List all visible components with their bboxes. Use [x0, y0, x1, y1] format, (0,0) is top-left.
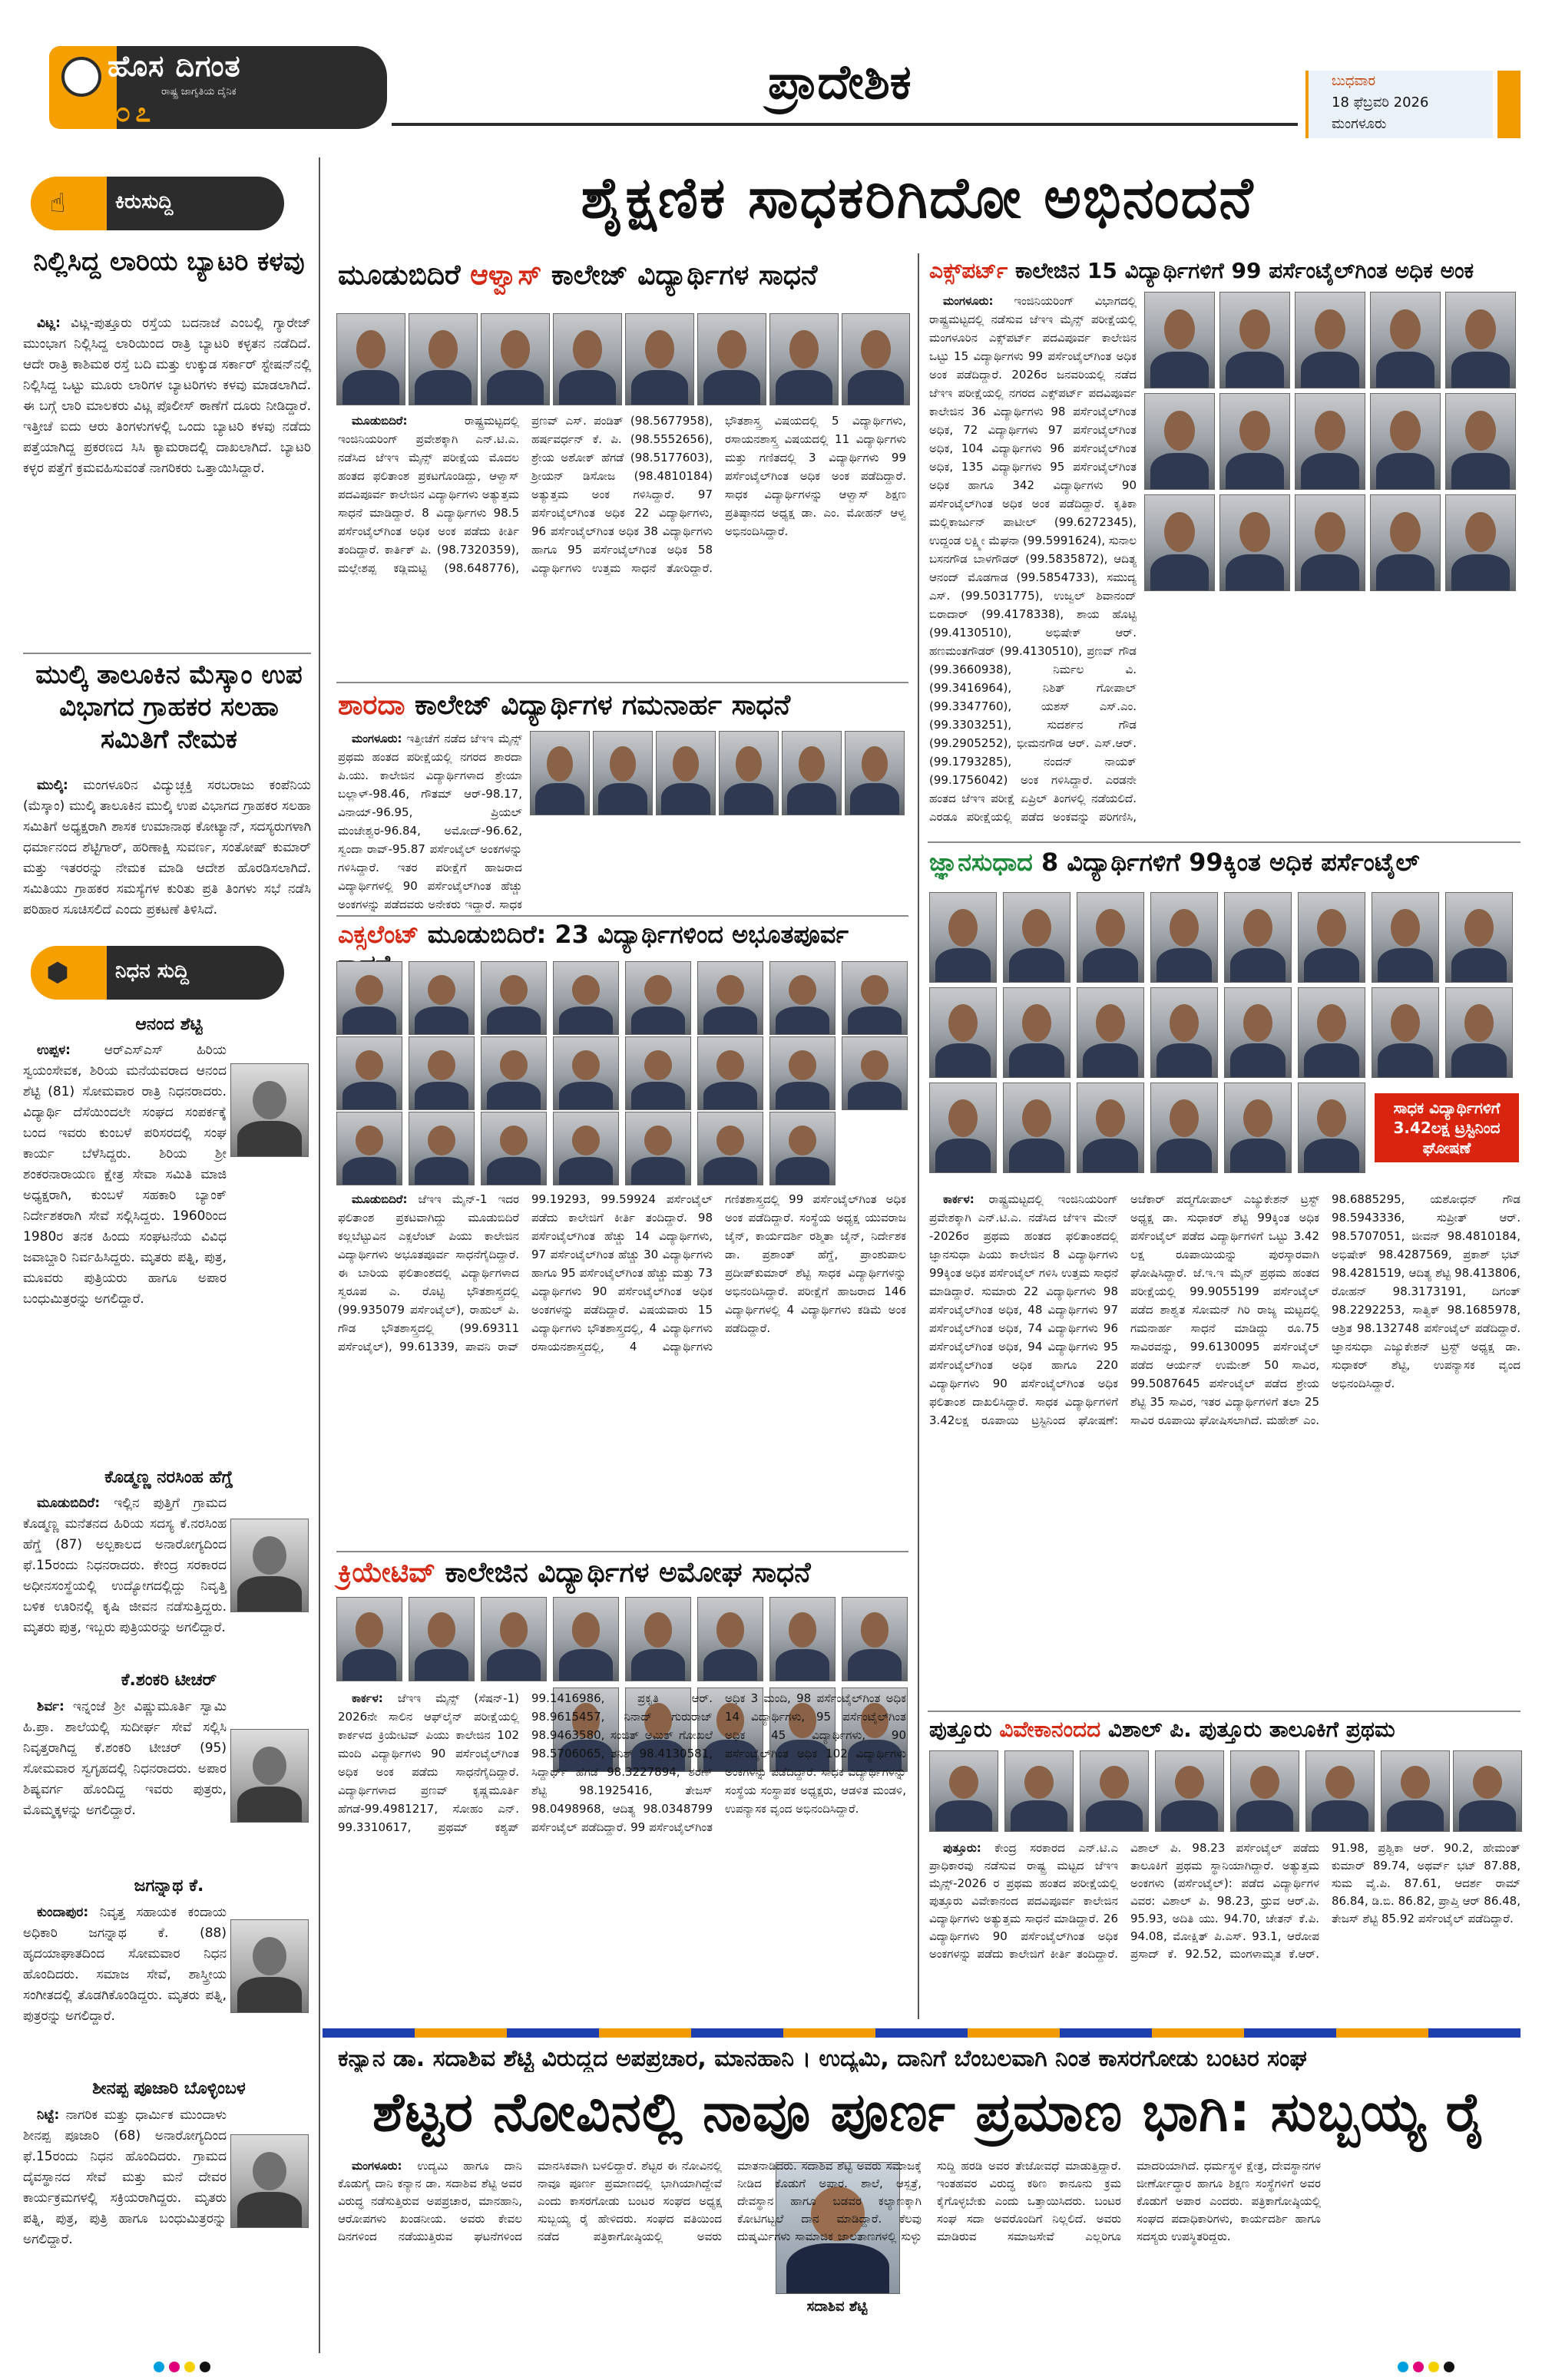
student-photo	[409, 1036, 475, 1110]
student-photo	[697, 961, 763, 1035]
jnanasudha-head-name: ಜ್ಞಾನಸುಧಾದ	[929, 848, 1033, 877]
student-photo	[625, 1036, 691, 1110]
student-photo	[842, 1597, 908, 1681]
student-photo	[929, 1083, 997, 1173]
sidebar-divider	[23, 653, 311, 654]
student-photo	[769, 313, 839, 405]
sharada-text: ಇತ್ತೀಚೆಗೆ ನಡೆದ ಜೆಇಇ ಮೈನ್ಸ್ ಪ್ರಥಮ ಹಂತದ ಪರೀಕ್ಷೆಯಲ್ಲಿ ನಗರದ ಶಾರದಾ ಪಿ.ಯು. ಕಾಲೇಜಿನ ವಿದ್ಯಾರ್ಥಿಗಳಾದ ಶ್ರೇಯಾ ಬಲ್ಲಾಳ್-98.46, ಗೌತಮ್ ಆರ್-98.17, ವಿನಾಯ್-96.95, ಪ್ರಿಯಲ್ ಮಂಜೇಶ್ವರ-96.84, ಅಮೋದ್-96.62, ಸ್ವಂದಾ ರಾವ್-95.87 ಪರ್ಸೆಂಟೈಲ್ ಅಂಕಗಳನ್ನು ಗಳಿಸಿದ್ದಾರೆ. ಇತರ ಪರೀಕ್ಷೆಗೆ ಹಾಜರಾದ ವಿದ್ಯಾರ್ಥಿಗಳಲ್ಲಿ 90 ಪರ್ಸೆಂಟೈಲ್‌ಗಿಂತ ಹೆಚ್ಚು ಅಂಕಗಳನ್ನು ಪಡೆದವರು ಅನೇಕರು ಇದ್ದಾರೆ. ಸಾಧಕ	[338, 732, 522, 911]
date-box	[1305, 71, 1493, 138]
registration-mark	[1444, 2362, 1454, 2372]
alvas-lead: ಮೂಡುಬಿದಿರೆ:	[352, 414, 408, 428]
student-photo	[1003, 892, 1070, 983]
sharada-photos	[530, 731, 906, 814]
student-photo	[697, 1112, 763, 1185]
alvas-headline	[338, 259, 906, 292]
obit-text: ನಾಗರಿಕ ಮತ್ತು ಧಾರ್ಮಿಕ ಮುಂದಾಳು ಶೀನಪ್ಪ ಪೂಜಾರಿ (68) ಅನಾರೋಗ್ಯದಿಂದ ಫೆ.15ರಂದು ನಿಧನ ಹೊಂದಿದರು. ಗ್ರಾಮದ ದೈವಸ್ಥಾನದ ಸೇವೆ ಮತ್ತು ಮನೆ ದೇವರ ಕಾರ್ಯಕ್ರಮಗಳಲ್ಲಿ ಸಕ್ರಿಯರಾಗಿದ್ದರು. ಮೃತರು ಪತ್ನಿ, ಪುತ್ರ, ಪುತ್ರಿ ಹಾಗೂ ಬಂಧುಮಿತ್ರರನ್ನು ಅಗಲಿದ್ದಾರೆ.	[23, 2107, 227, 2247]
edge-bar	[1497, 71, 1520, 138]
alvas-text: ರಾಷ್ಟ್ರಮಟ್ಟದಲ್ಲಿ ಇಂಜಿನಿಯರಿಂಗ್ ಪ್ರವೇಶಕ್ಕಾಗಿ ಎನ್.ಟಿ.ಎ. ನಡೆಸಿದ ಜೆಇಇ ಮೈನ್ಸ್ ಪರೀಕ್ಷೆಯ ಮೊದಲ ಹಂತದ ಫಲಿತಾಂಶ ಪ್ರಕಟಗೊಂಡಿದ್ದು, ಆಳ್ವಾಸ್ ಪದವಿಪೂರ್ವ ಕಾಲೇಜಿನ ವಿದ್ಯಾರ್ಥಿಗಳು ಅತ್ಯುತ್ತಮ ಸಾಧನೆ ಮಾಡಿದ್ದಾರೆ. 8 ವಿದ್ಯಾರ್ಥಿಗಳು 98.5 ಪರ್ಸೆಂಟೈಲ್‌ಗಿಂತ ಅಧಿಕ ಅಂಕ ಪಡೆದು ಕೀರ್ತಿ ತಂದಿದ್ದಾರೆ. ಕಾರ್ತಿಕ್ ಪಿ. (98.7320359), ಮಲ್ಲೇಶಪ್ಪ ಕಡ್ಲಿಮಟ್ಟಿ (98.648776), ಪ್ರಣವ್ ಎಸ್. ಪಂಡಿತ್ (98.5677958), ಹರ್ಷವರ್ಧನ್ ಕೆ. ಪಿ. (98.5552656), ಶ್ರೇಯ ಅಶೋಕ್ ಹೆಗಡೆ (98.5177603), ಶ್ರೀಯನ್ ಡಿಸೋಜ (98.4810184) ಅತ್ಯುತ್ತಮ ಅಂಕ ಗಳಿಸಿದ್ದಾರೆ. 97 ಪರ್ಸೆಂಟೈಲ್‌ಗಿಂತ ಅಧಿಕ 22 ವಿದ್ಯಾರ್ಥಿಗಳು, 96 ಪರ್ಸೆಂಟೈಲ್‌ಗಿಂತ ಅಧಿಕ 38 ವಿದ್ಯಾರ್ಥಿಗಳು ಹಾಗೂ 95 ಪರ್ಸೆಂಟೈಲ್‌ಗಿಂತ ಅಧಿಕ 58 ವಿದ್ಯಾರ್ಥಿಗಳು ಉತ್ತಮ ಸಾಧನೆ ತೋರಿದ್ದಾರೆ. ಭೌತಶಾಸ್ತ್ರ ವಿಷಯದಲ್ಲಿ 5 ವಿದ್ಯಾರ್ಥಿಗಳು, ರಸಾಯನಶಾಸ್ತ್ರ ವಿಷಯದಲ್ಲಿ 11 ವಿದ್ಯಾರ್ಥಿಗಳು ಮತ್ತು ಗಣಿತದಲ್ಲಿ 3 ವಿದ್ಯಾರ್ಥಿಗಳು 99 ಪರ್ಸೆಂಟೈಲ್‌ಗಿಂತ ಅಧಿಕ ಅಂಕ ಪಡೆದಿದ್ದಾರೆ. ಸಾಧಕ ವಿದ್ಯಾರ್ಥಿಗಳನ್ನು ಆಳ್ವಾಸ್ ಶಿಕ್ಷಣ ಪ್ರತಿಷ್ಠಾನದ ಅಧ್ಯಕ್ಷ ಡಾ. ಎಂ. ಮೋಹನ್ ಆಳ್ವ ಅಭಿನಂದಿಸಿದ್ದಾರೆ.	[338, 414, 906, 575]
excellent-body	[338, 1190, 906, 1551]
vivekananda-lead: ಪುತ್ತೂರು:	[943, 1841, 981, 1855]
student-photo	[656, 731, 716, 815]
expert-text: ಇಂಜಿನಿಯರಿಂಗ್ ವಿಭಾಗದಲ್ಲಿ ರಾಷ್ಟ್ರಮಟ್ಟದಲ್ಲಿ ನಡೆಸುವ ಜೆಇಇ ಮೈನ್ಸ್ ಪರೀಕ್ಷೆಯಲ್ಲಿ ಮಂಗಳೂರಿನ ಎಕ್ಸ್‌ಪರ್ಟ್ ಪದವಿಪೂರ್ವ ಕಾಲೇಜಿನ ಒಟ್ಟು 15 ವಿದ್ಯಾರ್ಥಿಗಳು 99 ಪರ್ಸೆಂಟೈಲ್‌ಗಿಂತ ಅಧಿಕ ಅಂಕ ಪಡೆದಿದ್ದಾರೆ. 2026ರ ಜನವರಿಯಲ್ಲಿ ನಡೆದ ಜೆಇಇ ಪರೀಕ್ಷೆಯಲ್ಲಿ ನಗರದ ಎಕ್ಸ್‌ಪರ್ಟ್ ಪದವಿಪೂರ್ವ ಕಾಲೇಜಿನ 36 ವಿದ್ಯಾರ್ಥಿಗಳು 98 ಪರ್ಸೆಂಟೈಲ್‌ಗಿಂತ ಅಧಿಕ, 72 ವಿದ್ಯಾರ್ಥಿಗಳು 97 ಪರ್ಸೆಂಟೈಲ್‌ಗಿಂತ ಅಧಿಕ, 104 ವಿದ್ಯಾರ್ಥಿಗಳು 96 ಪರ್ಸೆಂಟೈಲ್‌ಗಿಂತ ಅಧಿಕ, 135 ವಿದ್ಯಾರ್ಥಿಗಳು 95 ಪರ್ಸೆಂಟೈಲ್‌ಗಿಂತ ಅಧಿಕ ಹಾಗೂ 342 ವಿದ್ಯಾರ್ಥಿಗಳು 90 ಪರ್ಸೆಂಟೈಲ್‌ಗಿಂತ ಅಧಿಕ ಅಂಕ ಪಡೆದಿದ್ದಾರೆ. ಕೃತಿಕಾ ಮಲ್ಲಿಕಾರ್ಜುನ್ ಪಾಟೀಲ್ (99.6272345), ಉದ್ದಂಡ ಲಕ್ಷ್ಮೀ ಮೆಘನಾ (99.5991624), ಸುನಾಲ ಬಸನಗೌಡ ಬಾಳಗೌಡರ್ (99.5835872), ಆದಿತ್ಯ ಆನಂದ್ ಮೊಡಗಾಡ (99.5854733), ಸಮುದ್ಯ ಎಸ್. (99.5031775), ಉಜ್ವಲ್ ಶಿವಾನಂದ್ ಬಿರಾದಾರ್ (99.4178338), ಶಾಯ ಹೊಟ್ಟಿ (99.4130510), ಅಭಿಷೇಕ್ ಆರ್. ಹಣಮಂತಗೌಡರ್ (99.4130510), ಪ್ರಣವ್ ಗೌಡ (99.3660938), ನಿರ್ಮಲ ವಿ. (99.3416964), ನಿಶಿತ್ ಗೋಪಾಲ್ (99.3347760), ಯಶಸ್ ಎಸ್.ಎಂ. (99.3303251), ಸುದರ್ಶನ ಗೌಡ (99.2905252), ಭೀಮನಗೌಡ ಆರ್. ಎಸ್.ಆರ್. (99.1793285), ನಂದನ್ ನಾಯಕ್ (99.1756042) ಅಂಕ ಗಳಿಸಿದ್ದಾರೆ. ಎರಡನೇ ಹಂತದ ಜೆಇಇ ಪರೀಕ್ಷೆ ಏಪ್ರಿಲ್ ತಿಂಗಳಲ್ಲಿ ನಡೆಯಲಿದೆ. ಎರಡೂ ಪರೀಕ್ಷೆಯಲ್ಲಿ ಪಡೆದ ಅಂಕವನ್ನು ಪರಿಗಣಿಸಿ,	[929, 294, 1137, 824]
divider	[928, 841, 1520, 843]
student-photo	[929, 987, 997, 1078]
obit-body	[23, 1493, 311, 1662]
obit-name: ಆನಂದ ಶೆಟ್ಟಿ	[135, 1015, 203, 1034]
student-photo	[553, 961, 619, 1035]
alvas-body	[338, 412, 906, 673]
student-photo	[1150, 892, 1218, 983]
student-photo	[553, 313, 622, 405]
excellent-head-post: ಮೂಡುಬಿದಿರೆ: 23 ವಿದ್ಯಾರ್ಥಿಗಳಿಂದ ಅಭೂತಪೂರ್ವ	[427, 920, 849, 949]
color-strip	[323, 2028, 1520, 2038]
student-photo	[769, 1597, 836, 1681]
bottom-text: ಉದ್ಯಮಿ ಹಾಗೂ ದಾನಿ ಕೊಡುಗೈ ದಾನಿ ಕನ್ಯಾನ ಡಾ. ಸದಾಶಿವ ಶೆಟ್ಟಿ ಅವರ ವಿರುದ್ಧ ನಡೆಸುತ್ತಿರುವ ಅಪಪ್ರಚಾರ, ಮಾನಹಾನಿ, ಆರೋಪಗಳು ಖಂಡನೀಯ. ಅವರು ಕೇವಲ ದಿನಗಳಿಂದ ನಡೆಯುತ್ತಿರುವ ಘಟನೆಗಳಿಂದ ಮಾನಸಿಕವಾಗಿ ಬಳಲಿದ್ದಾರೆ. ಶೆಟ್ಟರ ಈ ನೋವಿನಲ್ಲಿ ನಾವೂ ಪೂರ್ಣ ಪ್ರಮಾಣದಲ್ಲಿ ಭಾಗಿಯಾಗಿದ್ದೇವೆ ಎಂದು ಕಾಸರಗೋಡು ಬಂಟರ ಸಂಘದ ಅಧ್ಯಕ್ಷ ಸುಬ್ಬಯ್ಯ ರೈ ಹೇಳಿದರು. ಸಂಘದ ವತಿಯಿಂದ ನಡೆದ ಪತ್ರಿಕಾಗೋಷ್ಠಿಯಲ್ಲಿ ಅವರು ಮಾತನಾಡಿದರು. ಸದಾಶಿವ ಶೆಟ್ಟಿ ಅವರು ಸಮಾಜಕ್ಕೆ ನೀಡಿದ ಕೊಡುಗೆ ಅಪಾರ. ಶಾಲೆ, ಆಸ್ಪತ್ರೆ, ದೇವಸ್ಥಾನ ಹಾಗೂ ಬಡವರ ಕಲ್ಯಾಣಕ್ಕಾಗಿ ಕೋಟಿಗಟ್ಟಲೆ ದಾನ ಮಾಡಿದ್ದಾರೆ. ಕೆಲವು ದುಷ್ಕರ್ಮಿಗಳು ಸಾಮಾಜಿಕ ಜಾಲತಾಣಗಳಲ್ಲಿ ಸುಳ್ಳು ಸುದ್ದಿ ಹರಡಿ ಅವರ ತೇಜೋವಧೆ ಮಾಡುತ್ತಿದ್ದಾರೆ. ಇಂತಹವರ ವಿರುದ್ಧ ಕಠಿಣ ಕಾನೂನು ಕ್ರಮ ಕೈಗೊಳ್ಳಬೇಕು ಎಂದು ಒತ್ತಾಯಿಸಿದರು. ಬಂಟರ ಸಂಘ ಸದಾ ಅವರೊಂದಿಗೆ ನಿಲ್ಲಲಿದೆ. ಅವರು ಮಾಡಿರುವ ಸಮಾಜಸೇವೆ ಎಲ್ಲರಿಗೂ ಮಾದರಿಯಾಗಿದೆ. ಧರ್ಮಸ್ಥಳ ಕ್ಷೇತ್ರ, ದೇವಸ್ಥಾನಗಳ ಜೀರ್ಣೋದ್ಧಾರ ಹಾಗೂ ಶಿಕ್ಷಣ ಸಂಸ್ಥೆಗಳಿಗೆ ಅವರ ಕೊಡುಗೆ ಅಪಾರ ಎಂದರು. ಪತ್ರಿಕಾಗೋಷ್ಠಿಯಲ್ಲಿ ಸಂಘದ ಪದಾಧಿಕಾರಿಗಳು, ಕಾರ್ಯದರ್ಶಿ ಹಾಗೂ ಸದಸ್ಯರು ಉಪಸ್ಥಿತರಿದ್ದರು.	[338, 2159, 1321, 2243]
student-photo	[1298, 892, 1365, 983]
student-photo	[336, 1036, 402, 1110]
obit-lead: ನಿಟ್ಟೆ:	[37, 2107, 60, 2123]
student-photo	[336, 1597, 402, 1681]
vivekananda-head-post: ವಿಶಾಲ್ ಪಿ. ಪುತ್ತೂರು ತಾಲೂಕಿಗೆ ಪ್ರಥಮ	[1100, 1717, 1395, 1742]
jnanasudha-lead: ಕಾರ್ಕಳ:	[943, 1192, 975, 1206]
divider	[336, 915, 908, 917]
brief1-lead: ವಿಟ್ಲ:	[37, 316, 61, 331]
creative-body	[338, 1689, 906, 2019]
student-photo	[1144, 292, 1215, 388]
obit-name: ಕೆ.ಶಂಕರಿ ಟೀಚರ್	[121, 1671, 217, 1690]
student-photo	[1445, 987, 1513, 1078]
vivekananda-photos	[929, 1750, 1520, 1835]
obit-text: ನಿವೃತ್ತ ಸಹಾಯಕ ಕಂದಾಯ ಅಧಿಕಾರಿ ಜಗನ್ನಾಥ ಕೆ. (88) ಹೃದಯಾಘಾತದಿಂದ ಸೋಮವಾರ ನಿಧನ ಹೊಂದಿದರು. ಸಮಾಜ ಸೇವೆ, ಶಾಸ್ತ್ರೀಯ ಸಂಗೀತದಲ್ಲಿ ತೊಡಗಿಕೊಂಡಿದ್ದರು. ಮೃತರು ಪತ್ನಿ, ಪುತ್ರರನ್ನು ಅಗಲಿದ್ದಾರೆ.	[23, 1905, 227, 2024]
page-number: ೦೭	[115, 97, 156, 128]
nidhana-label: ನಿಧನ ಸುದ್ದಿ	[115, 960, 189, 983]
student-photo	[1224, 987, 1292, 1078]
logo-tagline: ರಾಷ್ಟ್ರ ಜಾಗೃತಿಯ ದೈನಿಕ	[161, 86, 237, 98]
student-photo	[530, 731, 590, 815]
student-photo	[719, 731, 779, 815]
student-photo	[553, 1597, 619, 1681]
student-photo	[842, 961, 908, 1035]
sharada-body-left	[338, 729, 522, 914]
vivekananda-body	[929, 1840, 1520, 2021]
obit-lead: ಉಪ್ಪಳ:	[37, 1043, 71, 1058]
student-photo	[625, 313, 694, 405]
bottom-kicker: ಕನ್ಯಾನ ಡಾ. ಸದಾಶಿವ ಶೆಟ್ಟಿ ವಿರುದ್ಧದ ಅಪಪ್ರಚಾರ, ಮಾನಹಾನಿ । ಉದ್ಯಮಿ, ದಾನಿಗೆ ಬೆಂಬಲವಾಗಿ ನಿಂತ ಕಾಸರಗೋಡು ಬಂಟರ ಸಂಘ	[338, 2045, 1307, 2072]
student-photo	[1370, 292, 1441, 388]
student-photo	[1370, 393, 1441, 490]
student-photo	[1077, 987, 1144, 1078]
obit-name: ಶೀನಪ್ಪ ಪೂಜಾರಿ ಬೊಳ್ಳಿಂಬಳ	[92, 2079, 246, 2098]
brief1-title: ನಿಲ್ಲಿಸಿದ್ದ ಲಾರಿಯ ಬ್ಯಾಟರಿ ಕಳವು	[33, 246, 305, 277]
student-photo	[1224, 1083, 1292, 1173]
expert-headline	[929, 258, 1520, 284]
student-photo	[1219, 494, 1290, 591]
student-photo	[481, 961, 547, 1035]
obit-body	[23, 1697, 311, 1866]
student-photo	[553, 1112, 619, 1185]
registration-mark	[169, 2362, 180, 2372]
obit-body	[23, 1040, 311, 1464]
logo-lamp-icon	[61, 57, 101, 97]
jnanasudha-text: ರಾಷ್ಟ್ರಮಟ್ಟದಲ್ಲಿ ಇಂಜಿನಿಯರಿಂಗ್ ಪ್ರವೇಶಕ್ಕಾಗಿ ಎನ್.ಟಿ.ಎ. ನಡೆಸಿದ ಜೆಇಇ ಮೇನ್ -2026ರ ಪ್ರಥಮ ಹಂತದ ಫಲಿತಾಂಶದಲ್ಲಿ ಜ್ಞಾನಸುಧಾ ಪಿಯು ಕಾಲೇಜಿನ 8 ವಿದ್ಯಾರ್ಥಿಗಳು 99ಕ್ಕಿಂತ ಅಧಿಕ ಪರ್ಸೆಂಟೈಲ್ ಗಳಿಸಿ ಉತ್ತಮ ಸಾಧನೆ ಮಾಡಿದ್ದಾರೆ. ಸುಮಾರು 22 ವಿದ್ಯಾರ್ಥಿಗಳು 98 ಪರ್ಸೆಂಟೈಲ್‌ಗಿಂತ ಅಧಿಕ, 48 ವಿದ್ಯಾರ್ಥಿಗಳು 97 ಪರ್ಸೆಂಟೈಲ್‌ಗಿಂತ ಅಧಿಕ, 74 ವಿದ್ಯಾರ್ಥಿಗಳು 96 ಪರ್ಸೆಂಟೈಲ್‌ಗಿಂತ ಅಧಿಕ, 94 ವಿದ್ಯಾರ್ಥಿಗಳು 95 ಪರ್ಸೆಂಟೈಲ್‌ಗಿಂತ ಅಧಿಕ ಹಾಗೂ 220 ವಿದ್ಯಾರ್ಥಿಗಳು 90 ಪರ್ಸೆಂಟೈಲ್‌ಗಿಂತ ಅಧಿಕ ಫಲಿತಾಂಶ ದಾಖಲಿಸಿದ್ದಾರೆ. ಸಾಧಕ ವಿದ್ಯಾರ್ಥಿಗಳಿಗೆ 3.42ಲಕ್ಷ ರೂಪಾಯಿ ಟ್ರಸ್ಟಿನಿಂದ ಘೋಷಣೆ: ಅಜೆಕಾರ್ ಪದ್ಮಗೋಪಾಲ್ ಎಜ್ಯುಕೇಶನ್ ಟ್ರಸ್ಟ್ ಅಧ್ಯಕ್ಷ ಡಾ. ಸುಧಾಕರ್ ಶೆಟ್ಟಿ 99ಕ್ಕಿಂತ ಅಧಿಕ ಪರ್ಸೆಂಟೈಲ್ ಪಡೆದ ವಿದ್ಯಾರ್ಥಿಗಳಿಗೆ ಒಟ್ಟು 3.42 ಲಕ್ಷ ರೂಪಾಯಿಯನ್ನು ಪುರಸ್ಕಾರವಾಗಿ ಘೋಷಿಸಿದ್ದಾರೆ. ಜೆ.ಇ.ಇ ಮೈನ್ ಪ್ರಥಮ ಹಂತದ ಪರೀಕ್ಷೆಯಲ್ಲಿ 99.9055199 ಪರ್ಸೆಂಟೈಲ್ ಪಡೆದ ಶಾಶ್ವತ ಸೋಮನ್ ಗಿರಿ ರಾಜ್ಯ ಮಟ್ಟದಲ್ಲಿ ಗಮನಾರ್ಹ ಸಾಧನೆ ಮಾಡಿದ್ದು ರೂ.75 ಸಾವಿರವನ್ನು, 99.6130095 ಪರ್ಸೆಂಟೈಲ್ ಪಡೆದ ಆರ್ಯನ್ ಉಮೇಶ್ 50 ಸಾವಿರ, 99.5087645 ಪರ್ಸೆಂಟೈಲ್ ಪಡೆದ ಶ್ರೇಯ ಶೆಟ್ಟಿ 35 ಸಾವಿರ, ಇತರ ವಿದ್ಯಾರ್ಥಿಗಳಿಗೆ ತಲಾ 25 ಸಾವಿರ ರೂಪಾಯಿ ಘೋಷಿಸಲಾಗಿದೆ. ಮಹೇಶ್ ಎಂ. 98.6885295, ಯಶೋಧನ್ ಗೌಡ 98.5943336, ಸುಪ್ರೀತ್ ಆರ್. 98.5707051, ಜೀವನ್ 98.4810184, ಅಭಿಷೇಕ್ 98.4287569, ಪ್ರಕಾಶ್ ಭಟ್ 98.4281519, ಆದಿತ್ಯ ಶೆಟ್ಟಿ 98.413806, ರೋಹನ್ 98.3173191, ದಿಗಂತ್ 98.2292253, ಸಾತ್ವಿಕ್ 98.1685978, ಆಶ್ರಿತ 98.132748 ಪರ್ಸೆಂಟೈಲ್ ಪಡೆದಿದ್ದಾರೆ. ಜ್ಞಾನಸುಧಾ ಎಜ್ಯುಕೇಶನ್ ಟ್ರಸ್ಟ್ ಅಧ್ಯಕ್ಷ ಡಾ. ಸುಧಾಕರ್ ಶೆಟ್ಟಿ, ಉಪನ್ಯಾಸಕ ವೃಂದ ಅಭಿನಂದಿಸಿದ್ದಾರೆ.	[929, 1192, 1520, 1427]
student-photo	[1298, 1083, 1365, 1173]
creative-headline	[338, 1557, 906, 1589]
bottom-lead: ಮಂಗಳೂರು:	[352, 2159, 402, 2173]
student-photo	[697, 1597, 763, 1681]
bottom-headline: ಶೆಟ್ಟರ ನೋವಿನಲ್ಲಿ ನಾವೂ ಪೂರ್ಣ ಪ್ರಮಾಣ ಭಾಗಿ: ಸುಬ್ಬಯ್ಯ ರೈ	[372, 2081, 1487, 2144]
brief2-lead: ಮುಲ್ಕಿ:	[37, 778, 68, 793]
student-photo	[409, 313, 478, 405]
sharada-head-name: ಶಾರದಾ	[338, 689, 405, 721]
student-photo	[336, 313, 405, 405]
student-photo	[1445, 892, 1513, 983]
brief2-text: ಮಂಗಳೂರಿನ ವಿದ್ಯುಚ್ಛಕ್ತಿ ಸರಬರಾಜು ಕಂಪೆನಿಯ (ಮೆಸ್ಕಾಂ) ಮುಲ್ಕಿ ತಾಲೂಕಿನ ಮುಲ್ಕಿ ಉಪ ವಿಭಾಗದ ಗ್ರಾಹಕರ ಸಲಹಾ ಸಮಿತಿಗೆ ಅಧ್ಯಕ್ಷರಾಗಿ ಶಾಸಕ ಉಮಾನಾಥ ಕೋಟ್ಯಾನ್, ಸದಸ್ಯರುಗಳಾಗಿ ಧರ್ಮಾನಂದ ಶೆಟ್ಟಿಗಾರ್, ಹರಿಣಾಕ್ಷಿ ಸುವರ್ಣ, ಸಂತೋಷ್ ಕುಮಾರ್ ಮತ್ತು ಇತರರನ್ನು ನೇಮಕ ಮಾಡಿ ಆದೇಶ ಹೊರಡಿಸಲಾಗಿದೆ. ಸಮಿತಿಯು ಗ್ರಾಹಕರ ಸಮಸ್ಯೆಗಳ ಕುರಿತು ಪ್ರತಿ ತಿಂಗಳು ಸಭೆ ನಡೆಸಿ ಪರಿಹಾರ ಸೂಚಿಸಲಿದೆ ಎಂದು ಪ್ರಕಟಣೆ ತಿಳಿಸಿದೆ.	[23, 778, 311, 917]
student-photo	[1445, 393, 1516, 490]
brief2-title: ಮುಲ್ಕಿ ತಾಲೂಕಿನ ಮೆಸ್ಕಾಂ ಉಪ ವಿಭಾಗದ ಗ್ರಾಹಕರ ಸಲಹಾ ಸಮಿತಿಗೆ ನೇಮಕ	[35, 659, 303, 755]
registration-mark	[1413, 2362, 1424, 2372]
registration-mark	[154, 2362, 164, 2372]
alvas-head-name: ಆಳ್ವಾಸ್	[470, 259, 542, 291]
student-photo	[1224, 892, 1292, 983]
expert-head-post: ಕಾಲೇಜಿನ 15 ವಿದ್ಯಾರ್ಥಿಗಳಿಗೆ 99 ಪರ್ಸೆಂಟೈಲ್‌ಗಿಂತ ಅಧಿಕ ಅಂಕ	[1008, 258, 1474, 283]
student-photo	[929, 1750, 998, 1832]
student-photo	[842, 313, 910, 405]
divider	[336, 1551, 908, 1552]
sharada-headline	[338, 689, 906, 722]
section-title: ಪ್ರಾದೇಶಿಕ	[768, 54, 912, 110]
divider	[336, 682, 908, 683]
student-photo	[409, 1597, 475, 1681]
student-photo	[1381, 1750, 1450, 1832]
obit-body	[23, 2105, 311, 2335]
obit-lead: ಶಿರ್ವ:	[37, 1699, 65, 1714]
student-photo	[481, 1597, 547, 1681]
jnanasudha-photos	[929, 892, 1520, 1184]
weekday: ಬುಧವಾರ	[1332, 73, 1375, 89]
jnanasudha-headline	[929, 848, 1520, 878]
student-photo	[1219, 393, 1290, 490]
student-photo	[1003, 1083, 1070, 1173]
student-photo	[1080, 1750, 1149, 1832]
student-photo	[593, 731, 653, 815]
student-photo	[1305, 1750, 1375, 1832]
center-rule	[918, 253, 919, 2019]
obit-name: ಕೊಡ್ಮಣ್ಣ ನರಸಿಂಹ ಹೆಗ್ಡೆ	[104, 1468, 233, 1487]
student-photo	[1372, 987, 1439, 1078]
excellent-photos	[336, 961, 908, 1184]
alvas-head-pre: ಮೂಡುಬಿದಿರೆ	[338, 259, 471, 291]
sharada-lead: ಮಂಗಳೂರು:	[352, 732, 402, 745]
student-photo	[481, 313, 550, 405]
student-photo	[697, 313, 766, 405]
creative-text: ಜೆಇಇ ಮೈನ್ಸ್ (ಸೆಷನ್-1) 2026ನೇ ಸಾಲಿನ ಆಫ್‌ಲೈನ್ ಪರೀಕ್ಷೆಯಲ್ಲಿ ಕಾರ್ಕಳದ ಕ್ರಿಯೇಟಿವ್ ಪಿಯು ಕಾಲೇಜಿನ 102 ಮಂದಿ ವಿದ್ಯಾರ್ಥಿಗಳು 90 ಪರ್ಸೆಂಟೈಲ್‌ಗಿಂತ ಅಧಿಕ ಅಂಕ ಪಡೆದು ಸಾಧನೆಗೈದಿದ್ದಾರೆ. ವಿದ್ಯಾರ್ಥಿಗಳಾದ ಪ್ರಣವ್ ಕೃಷ್ಣಮೂರ್ತಿ ಹೆಗಡೆ-99.4981217, ಸೋಹಂ ಎನ್. 99.3310617, ಪ್ರಥಮ್ ಕಶ್ಯಪ್ 99.1416986, ಪ್ರಕೃತಿ ಆರ್. 98.9615457, ನಿನಾದ್ ಗುರುರಾಜ್ 98.9463580, ಸಂಜಿತ್ ಅಮಿತ್ ಗೋಖಲೆ 98.5706065, ತನಿಶ್ 98.4130581, ಸಿದ್ದಾರ್ಥ್ ಹೆಗಡೆ 98.3227894, ಶರಣ್ ಶೆಟ್ಟಿ 98.1925416, ತೇಜಸ್ 98.0498968, ಆದಿತ್ಯ 98.0348799 ಪರ್ಸೆಂಟೈಲ್ ಪಡೆದಿದ್ದಾರೆ. 99 ಪರ್ಸೆಂಟೈಲ್‌ಗಿಂತ ಅಧಿಕ 3 ಮಂದಿ, 98 ಪರ್ಸೆಂಟೈಲ್‌ಗಿಂತ ಅಧಿಕ 14 ವಿದ್ಯಾರ್ಥಿಗಳು, 95 ಪರ್ಸೆಂಟೈಲ್‌ಗಿಂತ ಅಧಿಕ 45 ವಿದ್ಯಾರ್ಥಿಗಳು, 90 ಪರ್ಸೆಂಟೈಲ್‌ಗಿಂತ ಅಧಿಕ 102 ವಿದ್ಯಾರ್ಥಿಗಳು ಅಂಕಗಳನ್ನು ಪಡೆದಿದ್ದಾರೆ. ಸಾಧಕ ವಿದ್ಯಾರ್ಥಿಗಳನ್ನು ಸಂಸ್ಥೆಯ ಸಂಸ್ಥಾಪಕ ಅಧ್ಯಕ್ಷರು, ಆಡಳಿತ ಮಂಡಳಿ, ಉಪನ್ಯಾಸಕ ವೃಂದ ಅಭಿನಂದಿಸಿದ್ದಾರೆ.	[338, 1691, 906, 1834]
expert-body-left	[929, 292, 1137, 829]
student-photo	[553, 1036, 619, 1110]
sidebar-rule	[319, 157, 320, 2353]
bottom-body	[338, 2157, 1520, 2342]
kirusuddi-label: ಕಿರುಸುದ್ದಿ	[115, 190, 174, 213]
expert-head-name: ಎಕ್ಸ್‌ಪರ್ಟ್	[929, 258, 1008, 283]
vivekananda-headline	[929, 1717, 1520, 1743]
obit-text: ಇಲ್ಲಿನ ಪುತ್ತಿಗೆ ಗ್ರಾಮದ ಕೊಡ್ಮಣ್ಣ ಮನೆತನದ ಹಿರಿಯ ಸದಸ್ಯ ಕೆ.ನರಸಿಂಹ ಹೆಗ್ಡೆ (87) ಅಲ್ಪಕಾಲದ ಅನಾರೋಗ್ಯದಿಂದ ಫೆ.15ರಂದು ನಿಧನರಾದರು. ಕೇಂದ್ರ ಸರಕಾರದ ಅಧೀನಸಂಸ್ಥೆಯಲ್ಲಿ ಉದ್ಯೋಗದಲ್ಲಿದ್ದು ನಿವೃತ್ತಿ ಬಳಿಕ ಊರಿನಲ್ಲಿ ಕೃಷಿ ಜೀವನ ನಡೆಸುತ್ತಿದ್ದರು. ಮೃತರು ಪುತ್ರ, ಇಬ್ಬರು ಪುತ್ರಿಯರನ್ನು ಅಗಲಿದ್ದಾರೆ.	[23, 1496, 227, 1635]
obit-text: ಆರ್‌ಎಸ್‌ಎಸ್ ಹಿರಿಯ ಸ್ವಯಂಸೇವಕ, ಶಿರಿಯ ಮನೆಯವರಾದ ಆನಂದ ಶೆಟ್ಟಿ (81) ಸೋಮವಾರ ರಾತ್ರಿ ನಿಧನರಾದರು. ವಿದ್ಯಾರ್ಥಿ ದೆಸೆಯಿಂದಲೇ ಸಂಘದ ಸಂಪರ್ಕಕ್ಕೆ ಬಂದ ಇವರು ಕುಂಬಳೆ ಪರಿಸರದಲ್ಲಿ ಸಂಘ ಕಾರ್ಯ ಬೆಳೆಸಿದ್ದರು. ಶಿರಿಯ ಶ್ರೀ ಶಂಕರನಾರಾಯಣ ಕ್ಷೇತ್ರ ಸೇವಾ ಸಮಿತಿ ಮಾಜಿ ಅಧ್ಯಕ್ಷರಾಗಿ, ಕುಂಬಳೆ ಸಹಕಾರಿ ಬ್ಯಾಂಕ್ ನಿರ್ದೇಶಕರಾಗಿ ಸೇವೆ ಸಲ್ಲಿಸಿದ್ದರು. 1960ರಿಂದ 1980ರ ತನಕ ಹಿಂದು ಸಂಘಟನೆಯ ವಿವಿಧ ಜವಾಬ್ದಾರಿ ನಿರ್ವಹಿಸಿದ್ದರು. ಮೃತರು ಪತ್ನಿ, ಪುತ್ರ, ಮೂವರು ಪುತ್ರಿಯರು ಹಾಗೂ ಅಪಾರ ಬಂಧುಮಿತ್ರರನ್ನು ಅಗಲಿದ್ದಾರೆ.	[23, 1043, 227, 1307]
student-photo	[1230, 1750, 1299, 1832]
student-photo	[1445, 292, 1516, 388]
jnanasudha-head-post: 8 ವಿದ್ಯಾರ್ಥಿಗಳಿಗೆ 99ಕ್ಕಿಂತ ಅಧಿಕ ಪರ್ಸೆಂಟೈಲ್	[1032, 848, 1420, 877]
student-photo	[1219, 292, 1290, 388]
student-photo	[769, 1112, 836, 1185]
registration-mark	[1398, 2362, 1408, 2372]
jnanasudha-body	[929, 1190, 1520, 1706]
student-photo	[409, 961, 475, 1035]
student-photo	[1295, 292, 1365, 388]
obit-lead: ಮೂಡುಬಿದಿರೆ:	[37, 1496, 101, 1511]
student-photo	[769, 1036, 836, 1110]
jnanasudha-badge: ಸಾಧಕ ವಿದ್ಯಾರ್ಥಿಗಳಿಗೆ 3.42ಲಕ್ಷ ಟ್ರಸ್ಟಿನಿಂದ ಘೋಷಣೆ	[1375, 1093, 1519, 1162]
student-photo	[336, 961, 402, 1035]
student-photo	[1004, 1750, 1074, 1832]
student-photo	[1370, 494, 1441, 591]
student-photo	[1003, 987, 1070, 1078]
obit-text: ಇನ್ನಂಜೆ ಶ್ರೀ ವಿಷ್ಣುಮೂರ್ತಿ ಸ್ವಾಮಿ ಹಿ.ಪ್ರಾ. ಶಾಲೆಯಲ್ಲಿ ಸುದೀರ್ಘ ಸೇವೆ ಸಲ್ಲಿಸಿ ನಿವೃತ್ತರಾಗಿದ್ದ ಕೆ.ಶಂಕರಿ ಟೀಚರ್ (95) ಸೋಮವಾರ ಸ್ವಗೃಹದಲ್ಲಿ ನಿಧನರಾದರು. ಅಪಾರ ಶಿಷ್ಯವರ್ಗ ಹೊಂದಿದ್ದ ಇವರು ಪುತ್ರರು, ಮೊಮ್ಮಕ್ಕಳನ್ನು ಅಗಲಿದ್ದಾರೆ.	[23, 1699, 227, 1818]
excellent-text: ಜೆಇಇ ಮೈನ್-1 ಇದರ ಫಲಿತಾಂಶ ಪ್ರಕಟವಾಗಿದ್ದು ಮೂಡುಬಿದಿರೆ ಕಲ್ಲಬೆಟ್ಟುವಿನ ಎಕ್ಸಲೆಂಟ್ ಪಿಯು ಕಾಲೇಜಿನ ವಿದ್ಯಾರ್ಥಿಗಳು ಅಭೂತಪೂರ್ವ ಸಾಧನೆಗೈದಿದ್ದಾರೆ. ಈ ಬಾರಿಯ ಫಲಿತಾಂಶದಲ್ಲಿ ವಿದ್ಯಾರ್ಥಿಗಳಾದ ಸ್ವರೂಪ ಎ. ರೊಟ್ಟಿ ಭೌತಶಾಸ್ತ್ರದಲ್ಲಿ (99.935079 ಪರ್ಸೆಂಟೈಲ್), ರಾಹುಲ್ ಪಿ. ಗೌಡ ಭೌತಶಾಸ್ತ್ರದಲ್ಲಿ (99.69311 ಪರ್ಸೆಂಟೈಲ್), 99.61339, ಪಾವನಿ ರಾವ್ 99.19293, 99.59924 ಪರ್ಸೆಂಟೈಲ್ ಪಡೆದು ಕಾಲೇಜಿಗೆ ಕೀರ್ತಿ ತಂದಿದ್ದಾರೆ. 98 ಪರ್ಸೆಂಟೈಲ್‌ಗಿಂತ ಹೆಚ್ಚು 14 ವಿದ್ಯಾರ್ಥಿಗಳು, 97 ಪರ್ಸೆಂಟೈಲ್‌ಗಿಂತ ಹೆಚ್ಚು 30 ವಿದ್ಯಾರ್ಥಿಗಳು ಹಾಗೂ 95 ಪರ್ಸೆಂಟೈಲ್‌ಗಿಂತ ಹೆಚ್ಚು ಮತ್ತು 73 ವಿದ್ಯಾರ್ಥಿಗಳು 90 ಪರ್ಸೆಂಟೈಲ್‌ಗಿಂತ ಅಧಿಕ ಅಂಕಗಳನ್ನು ಪಡೆದಿದ್ದಾರೆ. ವಿಷಯವಾರು 15 ವಿದ್ಯಾರ್ಥಿಗಳು ಭೌತಶಾಸ್ತ್ರದಲ್ಲಿ, 4 ವಿದ್ಯಾರ್ಥಿಗಳು ರಸಾಯನಶಾಸ್ತ್ರದಲ್ಲಿ, 4 ವಿದ್ಯಾರ್ಥಿಗಳು ಗಣಿತಶಾಸ್ತ್ರದಲ್ಲಿ 99 ಪರ್ಸೆಂಟೈಲ್‌ಗಿಂತ ಅಧಿಕ ಅಂಕ ಪಡೆದಿದ್ದಾರೆ. ಸಂಸ್ಥೆಯ ಅಧ್ಯಕ್ಷ ಯುವರಾಜ ಜೈನ್, ಕಾರ್ಯದರ್ಶಿ ರಶ್ಮಿತಾ ಜೈನ್, ನಿರ್ದೇಶಕ ಡಾ. ಪ್ರಶಾಂತ್ ಹೆಗ್ಡೆ, ಪ್ರಾಂಶುಪಾಲ ಪ್ರದೀಪ್‌ಕುಮಾರ್ ಶೆಟ್ಟಿ ಸಾಧಕ ವಿದ್ಯಾರ್ಥಿಗಳನ್ನು ಅಭಿನಂದಿಸಿದ್ದಾರೆ. ಪರೀಕ್ಷೆಗೆ ಹಾಜರಾದ 146 ವಿದ್ಯಾರ್ಥಿಗಳಲ್ಲಿ 4 ವಿದ್ಯಾರ್ಥಿಗಳು ಕಡಿಮೆ ಅಂಕ ಪಡೆದಿದ್ದಾರೆ.	[338, 1192, 906, 1354]
brief1-body	[23, 313, 311, 645]
excellent-lead: ಮೂಡುಬಿದಿರೆ:	[352, 1192, 408, 1206]
obit-body	[23, 1902, 311, 2071]
vivekananda-text: ಕೇಂದ್ರ ಸರಕಾರದ ಎನ್.ಟಿ.ಎ ಪ್ರಾಧಿಕಾರವು ನಡೆಸುವ ರಾಷ್ಟ್ರ ಮಟ್ಟದ ಜೆಇಇ ಮೈನ್ಸ್-2026 ರ ಪ್ರಥಮ ಹಂತದ ಪರೀಕ್ಷೆಯಲ್ಲಿ ಪುತ್ತೂರು ವಿವೇಕಾನಂದ ಪದವಿಪೂರ್ವ ಕಾಲೇಜಿನ ವಿದ್ಯಾರ್ಥಿಗಳು ಅತ್ಯುತ್ತಮ ಸಾಧನೆ ಮಾಡಿದ್ದಾರೆ. 26 ವಿದ್ಯಾರ್ಥಿಗಳು 90 ಪರ್ಸೆಂಟೈಲ್‌ಗಿಂತ ಅಧಿಕ ಅಂಕಗಳನ್ನು ಪಡೆದು ಕಾಲೇಜಿಗೆ ಕೀರ್ತಿ ತಂದಿದ್ದಾರೆ. ವಿಶಾಲ್ ಪಿ. 98.23 ಪರ್ಸೆಂಟೈಲ್ ಪಡೆದು ತಾಲೂಕಿಗೆ ಪ್ರಥಮ ಸ್ಥಾನಿಯಾಗಿದ್ದಾರೆ. ಅತ್ಯುತ್ತಮ ಅಂಕಗಳು (ಪರ್ಸೆಂಟೈಲ್): ಪಡೆದ ವಿದ್ಯಾರ್ಥಿಗಳ ವಿವರ: ವಿಶಾಲ್ ಪಿ. 98.23, ಧ್ರುವ ಆರ್.ಪಿ. 95.93, ಅದಿತಿ ಯು. 94.70, ಚೇತನ್ ಕೆ.ಪಿ. 94.08, ಮೋಕ್ಷಿತ್ ಪಿ.ಎಸ್. 93.1, ಆರೋಪ ಪ್ರಸಾದ್ ಕೆ. 92.52, ಮಂಗಳಾಮೃತ ಕೆ.ಆರ್. 91.98, ಪ್ರಶ್ವಿಕಾ ಆರ್. 90.2, ಹೇಮಂತ್ ಕುಮಾರ್ 89.74, ಅಥರ್ವ್ ಭಟ್ 87.88, ಸುಮ ವೈ.ಪಿ. 87.61, ಆದರ್ಶ ರಾಮ್ 86.84, ಡಿ.ಬಿ. 86.82, ಪ್ರಾಪ್ತಿ ಆರ್ 86.48, ತೇಜಸ್ ಶೆಟ್ಟಿ 85.92 ಪರ್ಸೆಂಟೈಲ್ ಪಡೆದಿದ್ದಾರೆ.	[929, 1841, 1520, 1961]
student-photo	[625, 961, 691, 1035]
student-photo	[1295, 494, 1365, 591]
creative-head-name: ಕ್ರಿಯೇಟಿವ್	[338, 1557, 436, 1588]
creative-head-post: ಕಾಲೇಜಿನ ವಿದ್ಯಾರ್ಥಿಗಳ ಅಮೋಘ ಸಾಧನೆ	[435, 1557, 811, 1588]
student-photo	[769, 961, 836, 1035]
excellent-head-name: ಎಕ್ಸಲೆಂಟ್	[338, 920, 419, 949]
creative-lead: ಕಾರ್ಕಳ:	[352, 1691, 383, 1705]
student-photo	[409, 1112, 475, 1185]
main-headline: ಶೈಕ್ಷಣಿಕ ಸಾಧಕರಿಗಿದೋ ಅಭಿನಂದನೆ	[581, 165, 1255, 231]
student-photo	[1298, 987, 1365, 1078]
student-photo	[697, 1036, 763, 1110]
candle-icon: ⬢	[31, 946, 84, 1000]
vivekananda-head-name: ವಿವೇಕಾನಂದದ	[999, 1717, 1101, 1742]
student-photo	[845, 731, 905, 815]
date: 18 ಫೆಬ್ರವರಿ 2026	[1332, 94, 1429, 111]
city: ಮಂಗಳೂರು	[1332, 116, 1387, 132]
student-photo	[842, 1036, 908, 1110]
student-photo	[481, 1036, 547, 1110]
registration-mark	[184, 2362, 195, 2372]
student-photo	[782, 731, 842, 815]
vivekananda-head-pre: ಪುತ್ತೂರು	[929, 1717, 1000, 1742]
alvas-photos	[336, 313, 908, 404]
obit-name: ಜಗನ್ನಾಥ ಕೆ.	[134, 1876, 204, 1896]
student-photo	[625, 1112, 691, 1185]
obit-lead: ಕುಂದಾಪುರ:	[37, 1905, 89, 1920]
registration-mark	[1428, 2362, 1439, 2372]
divider	[928, 1711, 1520, 1712]
student-photo	[1150, 1083, 1218, 1173]
student-photo	[481, 1112, 547, 1185]
student-photo	[1295, 393, 1365, 490]
student-photo	[1445, 494, 1516, 591]
expert-photos	[1144, 292, 1520, 637]
student-photo	[1150, 987, 1218, 1078]
student-photo	[1077, 892, 1144, 983]
student-photo	[336, 1112, 402, 1185]
student-photo	[1155, 1750, 1224, 1832]
student-photo	[1144, 393, 1215, 490]
student-photo	[1453, 1750, 1522, 1832]
student-photo	[1144, 494, 1215, 591]
alvas-head-post: ಕಾಲೇಜ್ ವಿದ್ಯಾರ್ಥಿಗಳ ಸಾಧನೆ	[541, 259, 818, 291]
student-photo	[1077, 1083, 1144, 1173]
student-photo	[929, 892, 997, 983]
brief1-text: ವಿಟ್ಲ-ಪುತ್ತೂರು ರಸ್ತೆಯ ಬದನಾಜೆ ಎಂಬಲ್ಲಿ ಗ್ಯಾರೇಜ್ ಮುಂಭಾಗ ನಿಲ್ಲಿಸಿದ್ದ ಲಾರಿಯಿಂದ ರಾತ್ರಿ ಬ್ಯಾಟರಿ ಕಳ್ಳತನ ನಡೆದಿದೆ. ಆದೇ ರಾತ್ರಿ ಕಾಶಿಮಠ ರಸ್ತೆ ಬದಿ ಮತ್ತು ಉಕ್ಕುಡ ಸರ್ಕಾರ್ ಸ್ಟೇಷನ್‌ನಲ್ಲಿ ನಿಲ್ಲಿಸಿದ್ದ ಒಟ್ಟು ಮೂರು ಲಾರಿಗಳ ಬ್ಯಾಟರಿಗಳು ಕಳವು ಮಾಡಲಾಗಿದೆ. ಈ ಬಗ್ಗೆ ಲಾರಿ ಮಾಲಕರು ವಿಟ್ಲ ಪೊಲೀಸ್ ಠಾಣೆಗೆ ದೂರು ನೀಡಿದ್ದಾರೆ. ಇತ್ತೀಚೆ ಐದು ಆರು ತಿಂಗಳುಗಳಲ್ಲಿ ಒಂದು ಬ್ಯಾಟರಿ ಕಳವು ನಡೆದು ಪತ್ತೆಯಾಗಿದ್ದ ಪ್ರಕರಣದ ಸಿಸಿ ಕ್ಯಾಮರಾದಲ್ಲಿ ದಾಖಲಾಗಿದೆ. ಬ್ಯಾಟರಿ ಕಳ್ಳರ ಪತ್ತೆಗೆ ಕ್ರಮವಹಿಸುವಂತೆ ನಾಗರಿಕರು ಒತ್ತಾಯಿಸಿದ್ದಾರೆ.	[23, 316, 311, 476]
bottom-caption: ಸದಾಶಿವ ಶೆಟ್ಟಿ	[806, 2299, 868, 2315]
student-photo	[1372, 892, 1439, 983]
section-title-underline	[392, 123, 1298, 126]
hand-pointing-icon: ☝	[31, 177, 84, 230]
expert-lead: ಮಂಗಳೂರು:	[943, 294, 994, 308]
registration-mark	[200, 2362, 210, 2372]
student-photo	[625, 1597, 691, 1681]
logo-name: ಹೊಸ ದಿಗಂತ	[108, 49, 241, 83]
sharada-head-post: ಕಾಲೇಜ್ ವಿದ್ಯಾರ್ಥಿಗಳ ಗಮನಾರ್ಹ ಸಾಧನೆ	[405, 689, 791, 721]
